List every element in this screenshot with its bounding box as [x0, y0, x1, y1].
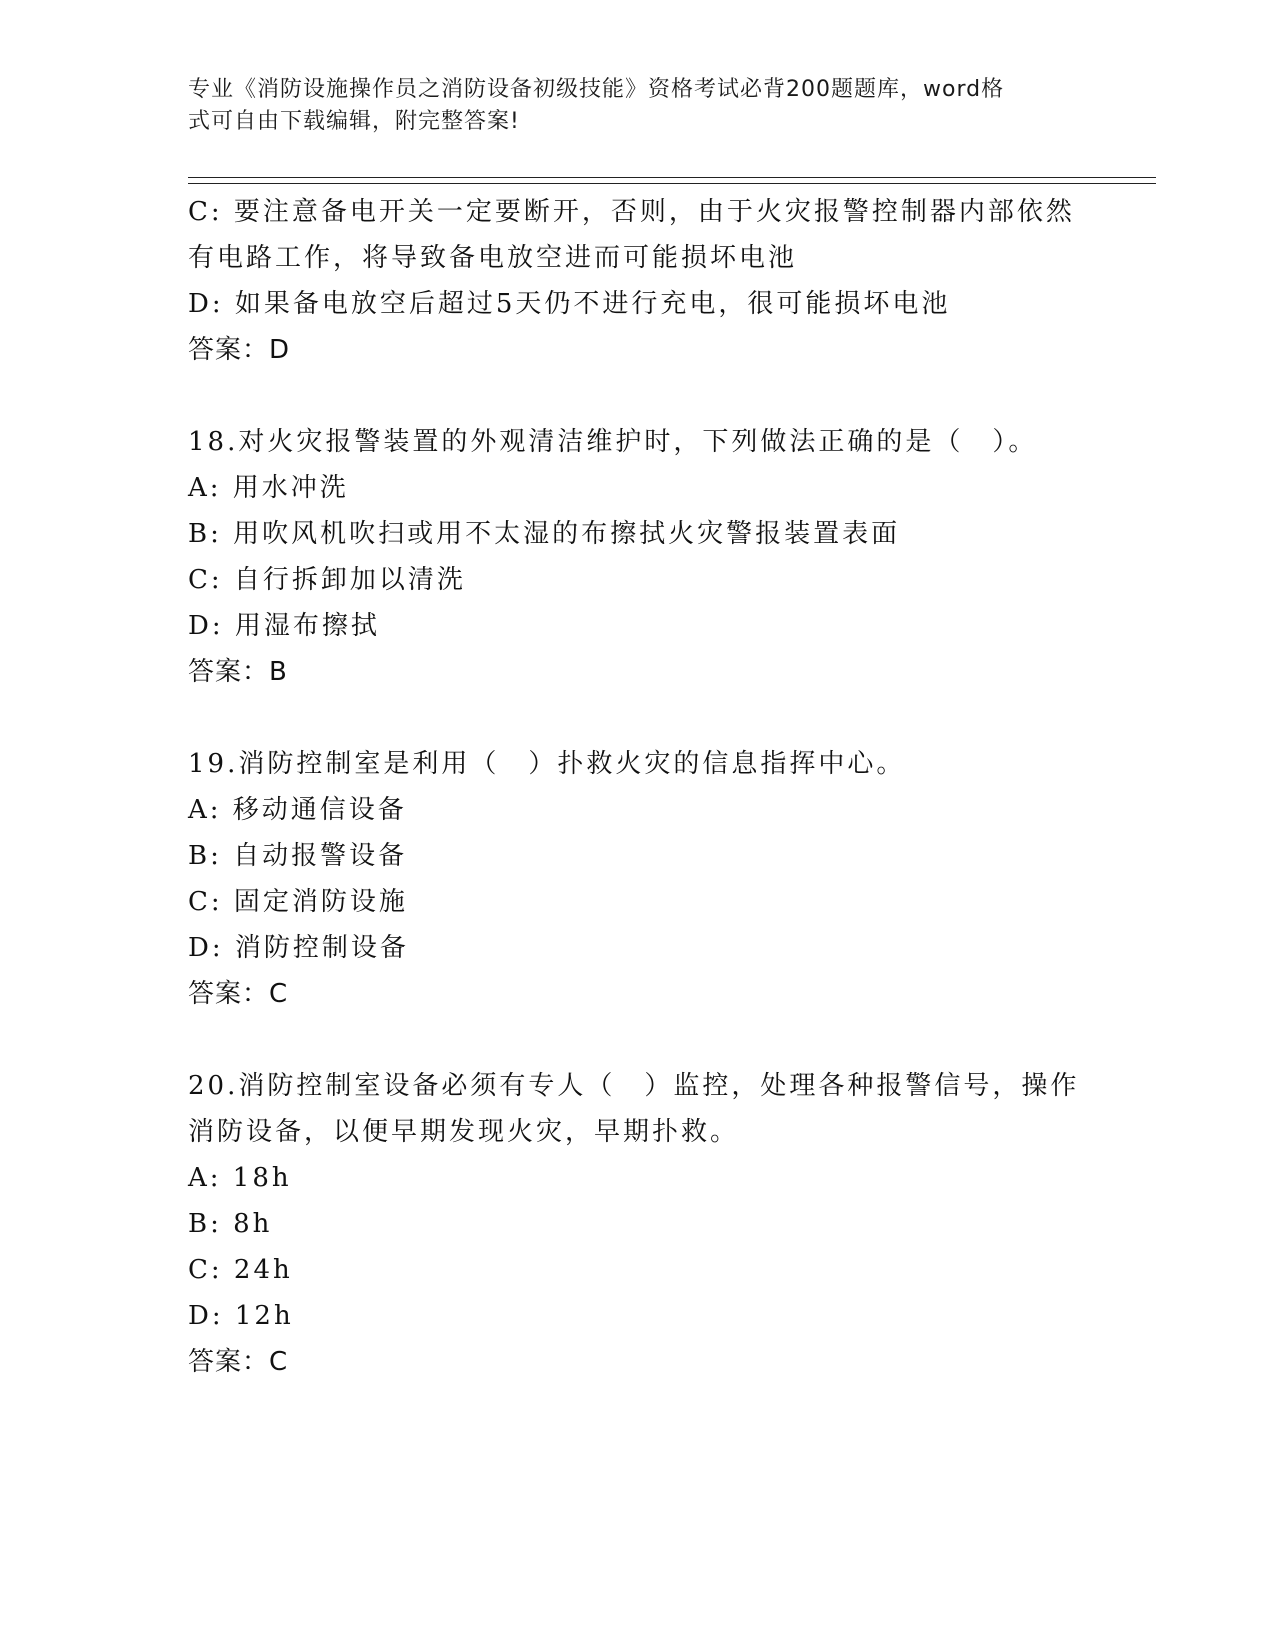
- header-divider-top: [188, 177, 1156, 178]
- question-text: 19.消防控制室是利用（ ）扑救火灾的信息指挥中心。: [188, 749, 906, 779]
- option-b: B: 用吹风机吹扫或用不太湿的布擦拭火灾警报装置表面: [188, 519, 901, 549]
- question-block-18: [188, 419, 1088, 695]
- question-block-20: [188, 1063, 1088, 1385]
- question-text-line-2: 消防设备，以便早期发现火灾，早期扑救。: [188, 1117, 740, 1147]
- spacer: [188, 373, 1088, 419]
- option-d: D: 消防控制设备: [188, 933, 409, 963]
- header-divider-bottom: [188, 183, 1156, 184]
- option-c-line-1: C: 要注意备电开关一定要断开，否则，由于火灾报警控制器内部依然: [188, 197, 1075, 227]
- option-d: D: 12h: [188, 1301, 294, 1331]
- question-block-17: [188, 189, 1088, 373]
- option-d: D: 用湿布擦拭: [188, 611, 380, 641]
- option-a: A: 18h: [188, 1163, 292, 1193]
- question-text: 18.对火灾报警装置的外观清洁维护时，下列做法正确的是（ ）。: [188, 427, 1038, 457]
- option-d: D: 如果备电放空后超过5天仍不进行充电，很可能损坏电池: [188, 289, 951, 319]
- option-c-line-2: 有电路工作，将导致备电放空进而可能损坏电池: [188, 243, 798, 273]
- option-b: B: 自动报警设备: [188, 841, 408, 871]
- answer-18: 答案：B: [188, 657, 288, 687]
- document-body: [188, 189, 1088, 1385]
- answer-20: 答案：C: [188, 1347, 289, 1377]
- answer-17: 答案：D: [188, 335, 291, 365]
- spacer: [188, 695, 1088, 741]
- option-c: C: 固定消防设施: [188, 887, 408, 917]
- option-a: A: 用水冲洗: [188, 473, 349, 503]
- option-c: C: 自行拆卸加以清洗: [188, 565, 466, 595]
- spacer: [188, 1017, 1088, 1063]
- question-text-line-1: 20.消防控制室设备必须有专人（ ）监控，处理各种报警信号，操作: [188, 1071, 1080, 1101]
- document-header: [188, 74, 1068, 138]
- option-b: B: 8h: [188, 1209, 273, 1239]
- header-title-line-2: 式可自由下载编辑，附完整答案!: [188, 109, 520, 134]
- question-block-19: [188, 741, 1088, 1017]
- option-c: C: 24h: [188, 1255, 293, 1285]
- header-title-line-1: 专业《消防设施操作员之消防设备初级技能》资格考试必背200题题库，word格: [188, 77, 1005, 102]
- option-a: A: 移动通信设备: [188, 795, 407, 825]
- answer-19: 答案：C: [188, 979, 289, 1009]
